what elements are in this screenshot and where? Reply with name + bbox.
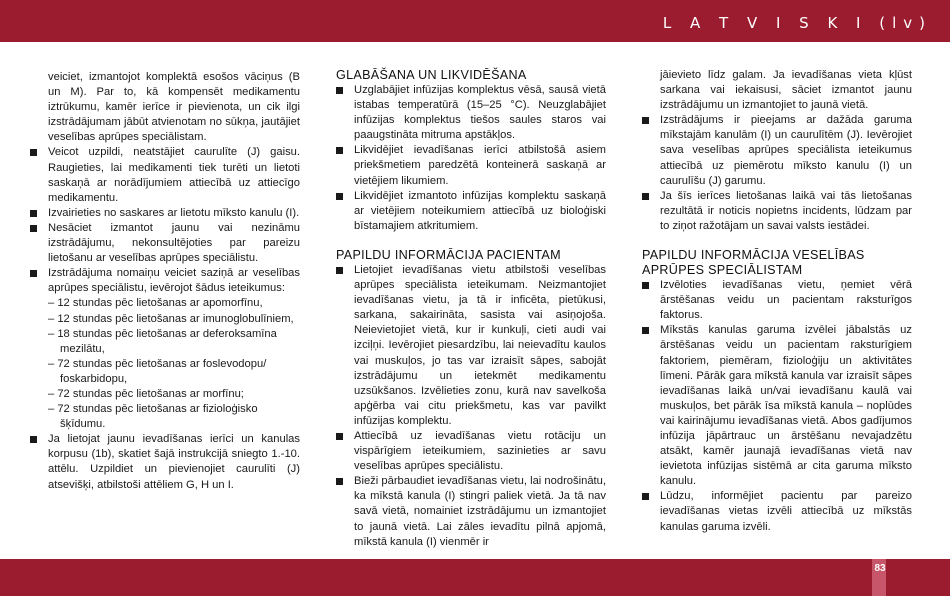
bullet-item: [336, 83, 606, 143]
bullet-item: [642, 189, 912, 234]
square-bullet-icon: [336, 267, 343, 274]
bullet-item: [30, 206, 300, 221]
square-bullet-icon: [642, 493, 649, 500]
bullet-text: Lietojiet ievadīšanas vietu atbilstoši veselības aprūpes speciālista ieteikumam. Neizmantojiet ievadīšanas vietu, ja tā ir inficēta, pietūkusi, sarkana, sakairināta, sasista vai asiņojoša. Neievietojiet vietā, kur ir kunkuļi, cieti audi vai izciļņi. Ievērojiet piesardzību, lai neievadītu kaulos vai muskuļos, jo tas var izraisīt sāpes, sabojāt izstrādājumu un ietekmēt medikamentu uzsūkšanos. Izvēlieties zonu, kurā nav savelkoša apģērba vai citu priekšmetu, kas var pavilkt infūzijas komplektu.: [354, 263, 606, 427]
section-heading-storage: GLABĀŠANA UN LIKVIDĒŠANA: [336, 68, 527, 82]
bullet-text: Uzglabājiet infūzijas komplektus vēsā, sausā vietā istabas temperatūrā (15–25 °C). Neuzglabājiet infūzijas komplektus tiešos saules staros vai paaugstināta mitruma apstākļos.: [354, 84, 606, 142]
bullet-item: [642, 113, 912, 188]
bullet-item: [336, 263, 606, 429]
square-bullet-icon: [30, 210, 37, 217]
square-bullet-icon: [336, 87, 343, 94]
paragraph: veiciet, izmantojot komplektā esošos vāciņus (B un M). Par to, kā kompensēt medikamentu iztrūkumu, kamēr ierīce ir pievienota, un cik ilgi izstrādājumam jābūt atvienotam no sūkņa, jautājiet veselības aprūpes speciālistam.: [48, 71, 300, 144]
bullet-text: Lūdzu, informējiet pacientu par pareizo ievadīšanas vietas izvēli attiecībā uz mīkstās kanulas garuma izvēli.: [660, 490, 912, 533]
square-bullet-icon: [642, 193, 649, 200]
bullet-text: Mīkstās kanulas garuma izvēlei jābalstās uz ārstēšanas veidu un pacientam raksturīgiem faktoriem, piemēram, fizioloģiju un aktivitātes līmeni. Pārāk gara mīkstā kanula var izraisīt sāpes ievadīšanas laikā un/vai ievadīšanu kaulā vai muskuļos, bet pārāk īsa mīkstā kanula – noplūdes vai kairinājumu ievadīšanas vietā. Abos gadījumos infūzija jāpārtrauc un ārstēšanu nevajadzētu atsākt, kamēr jaunajā ievadīšanas vietā nav ievietota infūzijas sistēmā ar cita garuma mīksto kanulu.: [660, 324, 912, 488]
square-bullet-icon: [30, 149, 37, 156]
bullet-text: Nesāciet izmantot jaunu vai nezināmu izstrādājumu, nekonsultējoties par pareizu lietošanu ar veselības aprūpes speciālistu.: [48, 221, 300, 265]
column-2: [336, 68, 606, 550]
bullet-text: Izvēloties ievadīšanas vietu, ņemiet vērā ārstēšanas veidu un pacientam raksturīgos faktorus.: [660, 279, 912, 322]
bullet-item: [336, 189, 606, 234]
bullet-item: [30, 221, 300, 266]
bullet-text: Attiecībā uz ievadīšanas vietu rotāciju un vispārīgiem ieteikumiem, sazinieties ar savu veselības aprūpes speciālistu.: [354, 429, 606, 473]
sub-list-item: – 72 stundas pēc lietošanas ar morfīnu;: [48, 387, 244, 400]
bullet-item: [336, 429, 606, 474]
bullet-text: Izstrādājums ir pieejams ar dažāda garuma mīkstajām kanulām (I) un caurulītēm (J). Ievērojiet sava veselības aprūpes speciālista ieteikumus attiecībā uz piemērotu mīksto kanulu (I) un caurulīšu (J) garumu.: [660, 114, 912, 187]
bullet-item: [30, 145, 300, 205]
square-bullet-icon: [336, 478, 343, 485]
bullet-text: Likvidējiet izmantoto infūzijas komplektu saskaņā ar vietējiem noteikumiem attiecībā uz bioloģiski bīstamajiem atkritumiem.: [354, 189, 606, 232]
bullet-text: Ja šīs ierīces lietošanas laikā vai tās lietošanas rezultātā ir noticis nopietns incidents, lūdzam par to ziņot ražotājam un savai valsts iestādei.: [660, 189, 912, 232]
sub-list-item: – 12 stundas pēc lietošanas ar imunoglobulīniem,: [48, 312, 294, 325]
square-bullet-icon: [30, 436, 37, 443]
square-bullet-icon: [642, 117, 649, 124]
section-heading-patient-info: PAPILDU INFORMĀCIJA PACIENTAM: [336, 247, 561, 262]
square-bullet-icon: [336, 193, 343, 200]
page-number: 83: [874, 563, 886, 574]
header-bar: [0, 0, 950, 42]
bullet-item: [336, 474, 606, 549]
sub-list-item: – 72 stundas pēc lietošanas ar foslevodopu/ foskarbidopu,: [48, 357, 267, 385]
sub-list-item: – 72 stundas pēc lietošanas ar fizioloģisko šķīdumu.: [48, 403, 258, 431]
bullet-item: [642, 278, 912, 323]
section-heading-professional-info: PAPILDU INFORMĀCIJA VESELĪBAS APRŪPES SPECIĀLISTAM: [642, 248, 865, 278]
bullet-text: Izstrādājuma nomaiņu veiciet saziņā ar veselības aprūpes speciālistu, ievērojot šādus ieteikumus:: [48, 267, 300, 295]
bullet-item: [642, 323, 912, 489]
bullet-text: Veicot uzpildi, neatstājiet caurulīte (J) gaisu. Raugieties, lai medikamenti tiek turēti un lietoti saskaņā ar norādījumiem attiecībā uz attiecīgo medikamentu.: [48, 146, 300, 204]
bullet-text: Ja lietojat jaunu ievadīšanas ierīci un kanulas korpusu (1b), skatiet šajā instrukcijā sniegto 1.-10. attēlu. Uzpildiet un pievienojiet caurulīti (J) atsevišķi, atbilstoši attēliem G, H un I.: [48, 433, 300, 491]
sub-list-item: – 12 stundas pēc lietošanas ar apomorfīnu,: [48, 297, 263, 310]
language-title: L A T V I S K I (lv): [662, 14, 932, 32]
column-3: [642, 68, 912, 535]
bullet-text: Izvairieties no saskares ar lietotu mīksto kanulu (I).: [48, 206, 300, 219]
bullet-item: [30, 266, 300, 296]
bullet-item: [30, 432, 300, 492]
square-bullet-icon: [642, 327, 649, 334]
square-bullet-icon: [30, 225, 37, 232]
bullet-item: [336, 143, 606, 188]
square-bullet-icon: [642, 282, 649, 289]
bullet-text: Bieži pārbaudiet ievadīšanas vietu, lai nodrošinātu, ka mīkstā kanula (I) stingri paliek vietā. Ja tā nav savā vietā, nomainiet izstrādājumu un izmantojiet to jaunā vietā. Lai zāles ievadītu pilnā apjomā, mīkstā kanula (I) vienmēr ir: [354, 475, 606, 548]
column-1: [30, 70, 300, 493]
square-bullet-icon: [336, 147, 343, 154]
square-bullet-icon: [30, 270, 37, 277]
footer-bar: [0, 559, 950, 596]
bullet-text: Likvidējiet ievadīšanas ierīci atbilstošā asiem priekšmetiem paredzētā konteinerā saskaņā ar vietējiem likumiem.: [354, 144, 606, 187]
paragraph: jāievieto līdz galam. Ja ievadīšanas vieta kļūst sarkana vai iekaisusi, sāciet izmantot jaunu izstrādājumu un izmantojiet to jaunā vietā.: [660, 69, 912, 112]
square-bullet-icon: [336, 433, 343, 440]
sub-list-item: – 18 stundas pēc lietošanas ar deferoksamīna mezilātu,: [48, 327, 277, 355]
bullet-item: [642, 489, 912, 534]
